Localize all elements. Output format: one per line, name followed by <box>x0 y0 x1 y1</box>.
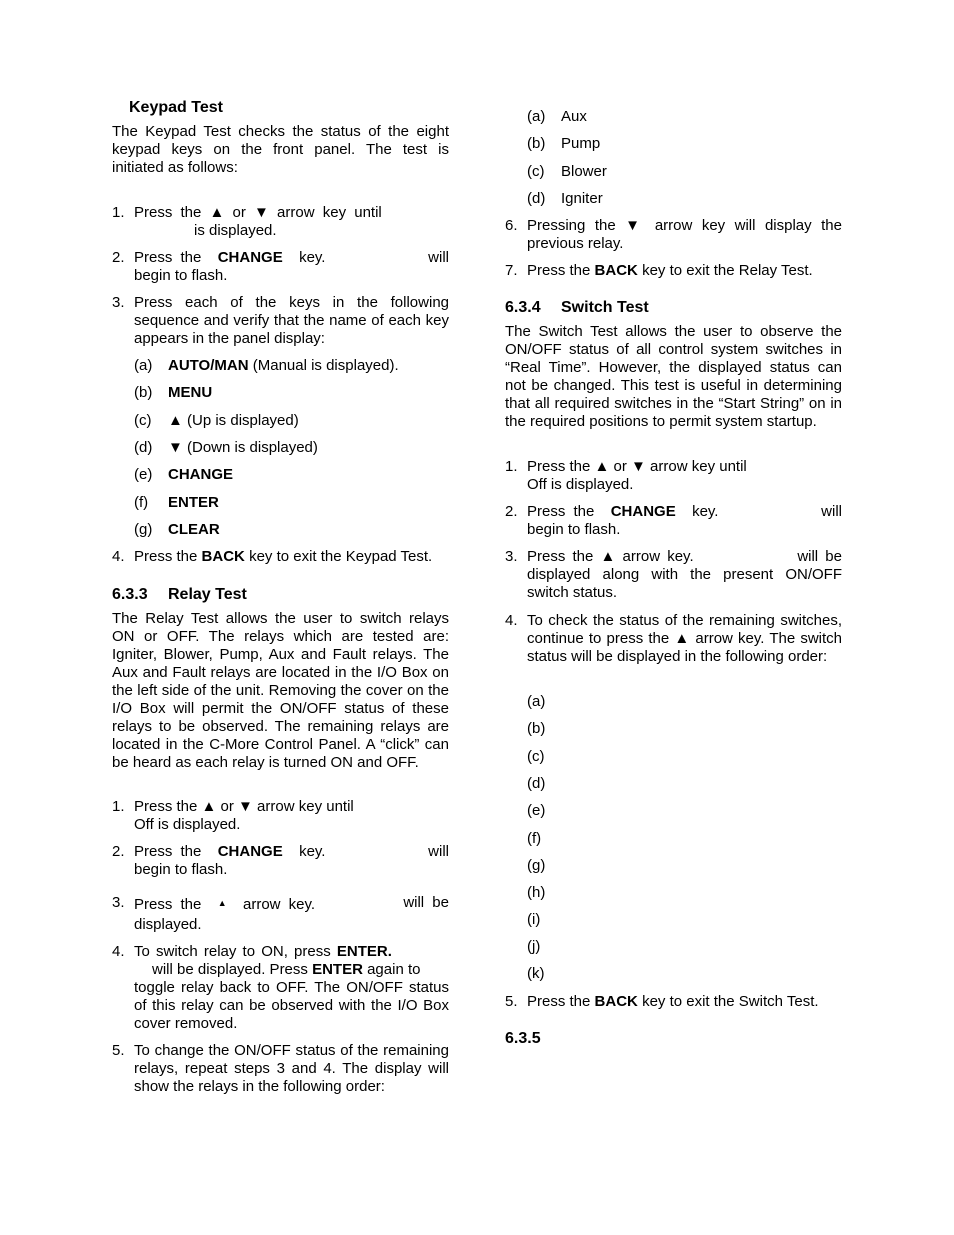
relay-test-intro: The Relay Test allows the user to switch relays ON or OFF. The relays which are tested are: Igniter, Blower, Pump, Aux and Fault relays. The Aux and Fault relays are located in the I/O Box on the left side of the unit. Removing the cover on the I/O Box will permit the ON/OFF status of these relays to be observed. The remaining relays are located in the C-More Control Panel. A “click” can be heard as each relay is turned ON and OFF. <box>112 610 449 771</box>
keypad-test-heading: Keypad Test <box>129 99 223 116</box>
list-item: (j) <box>527 938 541 955</box>
list-item: (e) <box>527 802 546 819</box>
list-item: (c) <box>527 748 545 765</box>
keypad-test-intro: The Keypad Test checks the status of the eight keypad keys on the front panel. The test is initiated as follows: <box>112 123 449 176</box>
switch-test-heading: 6.3.4 Switch Test <box>505 299 649 316</box>
switch-order-list <box>527 693 587 993</box>
list-item: (a) <box>527 693 546 710</box>
list-item: (f) <box>527 830 542 847</box>
next-section-heading: 6.3.5 <box>505 1030 541 1047</box>
list-item: (h) <box>527 884 546 901</box>
list-item: (k) <box>527 965 545 982</box>
list-item: (d) <box>527 775 546 792</box>
list-item: (b) <box>527 720 546 737</box>
keypad-key-list: (a) AUTO/MAN (Manual is displayed). (b) MENU (c) ▲ (Up is displayed) (d) ▼ (Down is displayed) (e) CHANGE (f) ENTER (g) CLEAR <box>134 357 399 538</box>
relay-test-heading: 6.3.3 Relay Test <box>112 586 247 603</box>
list-item: (i) <box>527 911 541 928</box>
relay-order-list: (a) Aux (b) Pump (c) Blower (d) Igniter <box>527 108 607 207</box>
switch-test-intro: The Switch Test allows the user to observe the ON/OFF status of all control system switches in “Real Time”. However, the displayed status can not be changed. This test is useful in determining that all required switches in the “Start String” on in the required positions to permit system startup. <box>505 323 842 430</box>
up-arrow-icon: ▲ <box>217 898 227 908</box>
list-item: (g) <box>527 857 546 874</box>
